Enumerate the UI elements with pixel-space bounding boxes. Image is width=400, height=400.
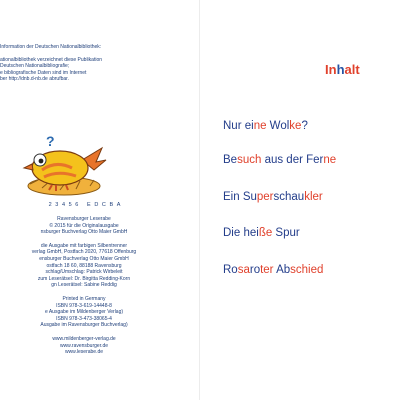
- toc-syllable: schau: [273, 191, 305, 203]
- toc-syllable: schied: [290, 264, 324, 276]
- imprint-line: e Ausgabe im Mildenberger Verlag): [44, 309, 124, 316]
- toc-item: [223, 191, 323, 203]
- toc-title-part: alt: [344, 62, 360, 77]
- toc-syllable: Ab: [273, 264, 291, 276]
- imprint-line: nsburger Buchverlag Otto Maier GmbH: [40, 229, 128, 236]
- cip-line: Deutschen Nationalbibliografie;: [0, 63, 70, 70]
- toc-syllable: Wol: [266, 120, 290, 132]
- toc-syllable: ro: [249, 264, 261, 276]
- imprint-line: Ravensburger Leserabe: [57, 216, 111, 222]
- imprint-line: die Ausgabe mit farbigen Silbentrenner: [40, 242, 128, 249]
- imprint-line: Ausgabe im Ravensburger Buchverlag): [40, 322, 128, 329]
- toc-syllable: Be: [223, 154, 238, 166]
- imprint-url: www.ravensburger.de: [59, 342, 109, 349]
- imprint-line: ISBN 978-3-473-38065-4: [56, 315, 112, 322]
- toc-syllable: Ein Su: [223, 191, 257, 203]
- toc-syllable: ke: [289, 120, 302, 132]
- imprint: [0, 216, 168, 356]
- toc-syllable: such: [237, 154, 262, 166]
- imprint-line: verlag GmbH, Postfach 2020, 77618 Offenburg: [31, 249, 137, 256]
- imprint-url: www.mildenberger-verlag.de: [52, 335, 116, 342]
- bird-icon: [20, 130, 110, 200]
- imprint-line: Printed in Germany: [62, 295, 106, 302]
- toc-syllable: Spur: [272, 227, 300, 239]
- imprint-line: gn Leserätsel: Sabine Reddig: [51, 282, 117, 289]
- toc-title-part: In: [325, 62, 337, 77]
- toc-title-part: h: [336, 62, 345, 77]
- cip-line: ationalbibliothek verzeichnet diese Publikation: [0, 56, 103, 63]
- cip-line: Information der Deutschen Nationalbibliothek:: [0, 44, 102, 50]
- toc-item: [223, 227, 300, 239]
- imprint-line: © 2015 für die Originalausgabe: [49, 222, 119, 229]
- toc-syllable: aus der Fer: [261, 154, 324, 166]
- cip-line: e bibliografische Daten sind im Internet: [0, 69, 87, 76]
- toc-syllable: ?: [301, 120, 308, 132]
- toc-syllable: ne: [323, 154, 337, 166]
- imprint-line: ISBN 978-3-619-14448-8: [56, 302, 112, 309]
- toc-syllable: ße: [258, 227, 273, 239]
- imprint-line: ostfach 18 60, 88188 Ravensburg: [46, 262, 122, 269]
- imprint-line: ensburger Buchverlag Otto Maier GmbH: [39, 255, 129, 262]
- toc-syllable: Die hei: [223, 227, 259, 239]
- imprint-line: zum Leserätsel: Dr. Birgitta Redding-Korn: [37, 275, 131, 282]
- imprint-url: www.leserabe.de: [64, 349, 104, 356]
- toc-item: [223, 120, 308, 132]
- toc-syllable: ter: [260, 264, 274, 276]
- toc-syllable: Ro: [223, 264, 238, 276]
- toc-item: [223, 264, 323, 276]
- toc-syllable: Nur ei: [223, 120, 254, 132]
- toc-syllable: ne: [253, 120, 267, 132]
- bird-illustration: [20, 130, 110, 200]
- toc-title: [325, 62, 360, 77]
- cip-line: ber http://dnb.d-nb.de abrufbar.: [0, 76, 69, 83]
- toc-item: [223, 154, 336, 166]
- toc-syllable: per: [256, 191, 274, 203]
- question-mark: ?: [46, 133, 55, 149]
- toc-syllable: kler: [304, 191, 323, 203]
- cip-notice: [0, 44, 160, 83]
- print-run-number: 23456 EDCBA: [48, 202, 124, 208]
- toc-syllable: sa: [237, 264, 250, 276]
- imprint-line: schlag/Umschlag: Patrick Wirbeleit: [45, 269, 123, 276]
